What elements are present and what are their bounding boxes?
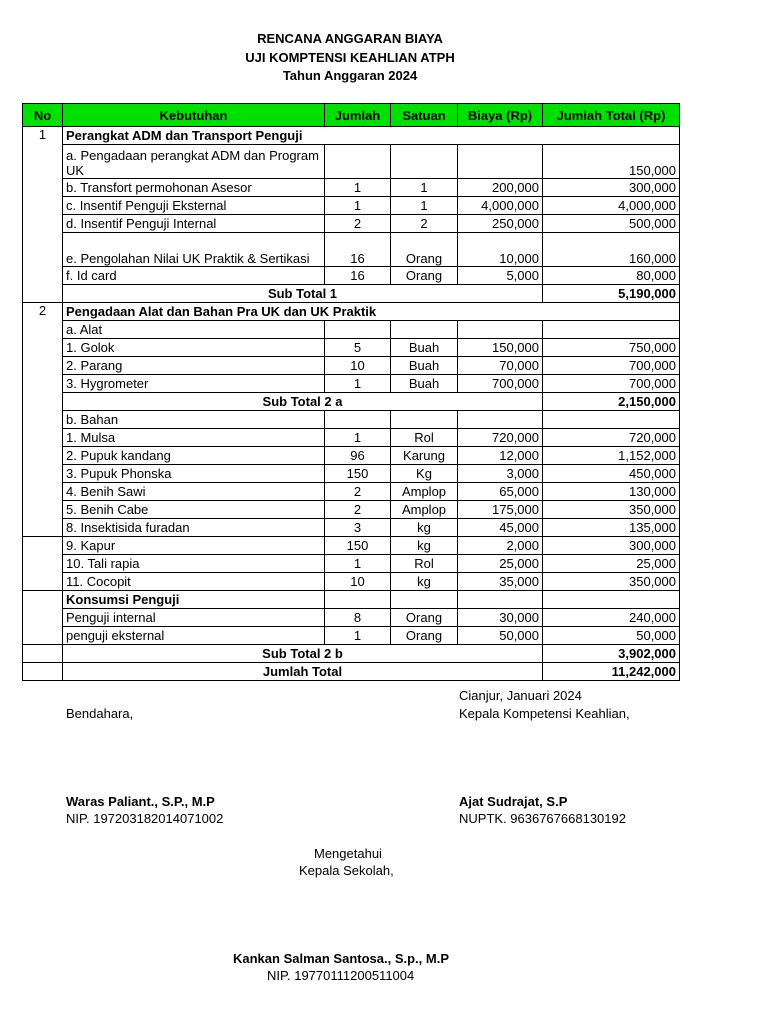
row-number-blank: [23, 591, 63, 645]
item-qty: 150: [325, 537, 391, 555]
right-role: Kepala Kompetensi Keahlian,: [459, 706, 630, 721]
item-cost: 10,000: [458, 233, 543, 267]
item-cost: 250,000: [458, 215, 543, 233]
table-row: [23, 537, 680, 555]
item-total: 240,000: [543, 609, 680, 627]
row-number-blank: [23, 663, 63, 681]
column-header: Jumlah: [325, 104, 391, 127]
table-row: [23, 375, 680, 393]
principal-name: Kankan Salman Santosa., S.p., M.P: [233, 951, 450, 966]
item-cost: 50,000: [458, 627, 543, 645]
subtotal-row: [23, 285, 680, 303]
subtotal-2b-value: 3,902,000: [543, 645, 680, 663]
item-qty: 16: [325, 267, 391, 285]
document-year: Tahun Anggaran 2024: [282, 68, 418, 83]
table-row: [23, 519, 680, 537]
budget-table: [22, 103, 680, 681]
table-row: [23, 321, 680, 339]
item-unit: 1: [391, 179, 458, 197]
item-total: 150,000: [543, 145, 680, 179]
item-cost: 5,000: [458, 267, 543, 285]
row-number-blank: [23, 537, 63, 591]
item-total: 50,000: [543, 627, 680, 645]
item-unit: Amplop: [391, 501, 458, 519]
document-subtitle: UJI KOMPTENSI KEAHLIAN ATPH: [245, 50, 455, 65]
item-cost: 720,000: [458, 429, 543, 447]
item-name: 8. Insektisida furadan: [63, 519, 325, 537]
item-cost: 700,000: [458, 375, 543, 393]
table-row: [23, 339, 680, 357]
table-row: [23, 233, 680, 267]
item-unit: Kg: [391, 465, 458, 483]
table-row: [23, 197, 680, 215]
item-qty: 5: [325, 339, 391, 357]
item-cost: 2,000: [458, 537, 543, 555]
subtotal-1-label: Sub Total 1: [63, 285, 543, 303]
item-qty: 3: [325, 519, 391, 537]
item-total: 25,000: [543, 555, 680, 573]
item-name: a. Pengadaan perangkat ADM dan Program UK: [63, 145, 325, 179]
item-cost: 12,000: [458, 447, 543, 465]
table-row: [23, 357, 680, 375]
table-row: [23, 609, 680, 627]
item-qty: [325, 145, 391, 179]
subtotal-1-value: 5,190,000: [543, 285, 680, 303]
item-total: 300,000: [543, 179, 680, 197]
item-cost: 4,000,000: [458, 197, 543, 215]
item-qty: 16: [325, 233, 391, 267]
principal-id: NIP. 19770111200511004: [267, 968, 415, 983]
table-row: [23, 215, 680, 233]
item-total: 130,000: [543, 483, 680, 501]
item-qty: 1: [325, 627, 391, 645]
item-qty: 150: [325, 465, 391, 483]
item-total: 4,000,000: [543, 197, 680, 215]
item-qty: 10: [325, 573, 391, 591]
section-title: Perangkat ADM dan Transport Penguji: [63, 127, 680, 145]
acknowledge-label: Mengetahui: [314, 846, 382, 861]
item-name: 3. Pupuk Phonska: [63, 465, 325, 483]
item-name: 3. Hygrometer: [63, 375, 325, 393]
table-header-row: [23, 104, 680, 127]
item-unit: kg: [391, 519, 458, 537]
item-unit: Orang: [391, 609, 458, 627]
right-signatory-name: Ajat Sudrajat, S.P: [459, 794, 568, 809]
item-total: 1,152,000: [543, 447, 680, 465]
item-qty: 10: [325, 357, 391, 375]
item-unit: kg: [391, 537, 458, 555]
item-unit: Buah: [391, 339, 458, 357]
item-name: Penguji internal: [63, 609, 325, 627]
item-cost: 70,000: [458, 357, 543, 375]
item-cost: 25,000: [458, 555, 543, 573]
subsection-label: Konsumsi Penguji: [63, 591, 325, 609]
item-total: 450,000: [543, 465, 680, 483]
item-total: 160,000: [543, 233, 680, 267]
grand-total-value: 11,242,000: [543, 663, 680, 681]
left-signatory-id: NIP. 197203182014071002: [66, 811, 224, 826]
item-total: 350,000: [543, 501, 680, 519]
item-name: c. Insentif Penguji Eksternal: [63, 197, 325, 215]
item-cost: [458, 145, 543, 179]
item-name: 10. Tali rapia: [63, 555, 325, 573]
item-total: 750,000: [543, 339, 680, 357]
item-unit: 2: [391, 215, 458, 233]
item-name: 11. Cocopit: [63, 573, 325, 591]
right-signatory-id: NUPTK. 9636767668130192: [459, 811, 626, 826]
row-number-blank: [23, 645, 63, 663]
table-row: [23, 179, 680, 197]
left-signatory-name: Waras Paliant., S.P., M.P: [66, 794, 215, 809]
item-total: 720,000: [543, 429, 680, 447]
subtotal-2b-label: Sub Total 2 b: [63, 645, 543, 663]
item-qty: 96: [325, 447, 391, 465]
item-total: 350,000: [543, 573, 680, 591]
item-unit: Orang: [391, 267, 458, 285]
section-title: Pengadaan Alat dan Bahan Pra UK dan UK Praktik: [63, 303, 680, 321]
table-row: [23, 145, 680, 179]
item-qty: 1: [325, 375, 391, 393]
item-qty: 2: [325, 215, 391, 233]
subtotal-2a-value: 2,150,000: [543, 393, 680, 411]
table-row: [23, 411, 680, 429]
item-unit: kg: [391, 573, 458, 591]
item-cost: 35,000: [458, 573, 543, 591]
item-total: 500,000: [543, 215, 680, 233]
item-name: 4. Benih Sawi: [63, 483, 325, 501]
principal-role: Kepala Sekolah,: [299, 863, 394, 878]
item-unit: Rol: [391, 429, 458, 447]
subtotal-2a-label: Sub Total 2 a: [63, 393, 543, 411]
table-row: [23, 555, 680, 573]
item-name: 2. Pupuk kandang: [63, 447, 325, 465]
table-row: [23, 591, 680, 609]
section-header-row: [23, 303, 680, 321]
item-name: f. Id card: [63, 267, 325, 285]
item-name: penguji eksternal: [63, 627, 325, 645]
item-cost: 200,000: [458, 179, 543, 197]
row-number: 1: [23, 127, 63, 303]
item-cost: 45,000: [458, 519, 543, 537]
item-unit: Amplop: [391, 483, 458, 501]
grand-total-row: [23, 663, 680, 681]
item-unit: Buah: [391, 357, 458, 375]
item-name: b. Transfort permohonan Asesor: [63, 179, 325, 197]
item-name: 5. Benih Cabe: [63, 501, 325, 519]
item-cost: 30,000: [458, 609, 543, 627]
subsection-label: b. Bahan: [63, 411, 325, 429]
left-role: Bendahara,: [66, 706, 134, 721]
item-name: 1. Mulsa: [63, 429, 325, 447]
item-qty: 1: [325, 179, 391, 197]
table-row: [23, 447, 680, 465]
item-name: 9. Kapur: [63, 537, 325, 555]
section-header-row: [23, 127, 680, 145]
item-total: 300,000: [543, 537, 680, 555]
item-name: e. Pengolahan Nilai UK Praktik & Sertikasi: [63, 233, 325, 267]
column-header: Biaya (Rp): [458, 104, 543, 127]
column-header: Jumlah Total (Rp): [543, 104, 680, 127]
item-unit: 1: [391, 197, 458, 215]
table-row: [23, 573, 680, 591]
table-row: [23, 465, 680, 483]
row-number: 2: [23, 303, 63, 537]
item-unit: Buah: [391, 375, 458, 393]
item-qty: 2: [325, 483, 391, 501]
item-name: 2. Parang: [63, 357, 325, 375]
item-qty: 8: [325, 609, 391, 627]
table-row: [23, 627, 680, 645]
item-total: 700,000: [543, 375, 680, 393]
item-name: 1. Golok: [63, 339, 325, 357]
item-name: d. Insentif Penguji Internal: [63, 215, 325, 233]
column-header: No: [23, 104, 63, 127]
subtotal-row: [23, 645, 680, 663]
item-cost: 150,000: [458, 339, 543, 357]
column-header: Kebutuhan: [63, 104, 325, 127]
item-total: 700,000: [543, 357, 680, 375]
item-qty: 1: [325, 555, 391, 573]
table-row: [23, 483, 680, 501]
item-unit: Rol: [391, 555, 458, 573]
item-unit: Orang: [391, 233, 458, 267]
item-total: 80,000: [543, 267, 680, 285]
item-qty: 1: [325, 429, 391, 447]
subsection-label: a. Alat: [63, 321, 325, 339]
item-qty: 2: [325, 501, 391, 519]
item-unit: [391, 145, 458, 179]
document-title: RENCANA ANGGARAN BIAYA: [257, 31, 443, 46]
item-unit: Orang: [391, 627, 458, 645]
item-unit: Karung: [391, 447, 458, 465]
table-row: [23, 429, 680, 447]
place-date: Cianjur, Januari 2024: [459, 688, 582, 703]
subtotal-row: [23, 393, 680, 411]
grand-total-label: Jumlah Total: [63, 663, 543, 681]
item-cost: 65,000: [458, 483, 543, 501]
column-header: Satuan: [391, 104, 458, 127]
table-row: [23, 501, 680, 519]
item-cost: 175,000: [458, 501, 543, 519]
item-total: 135,000: [543, 519, 680, 537]
item-qty: 1: [325, 197, 391, 215]
table-row: [23, 267, 680, 285]
item-cost: 3,000: [458, 465, 543, 483]
